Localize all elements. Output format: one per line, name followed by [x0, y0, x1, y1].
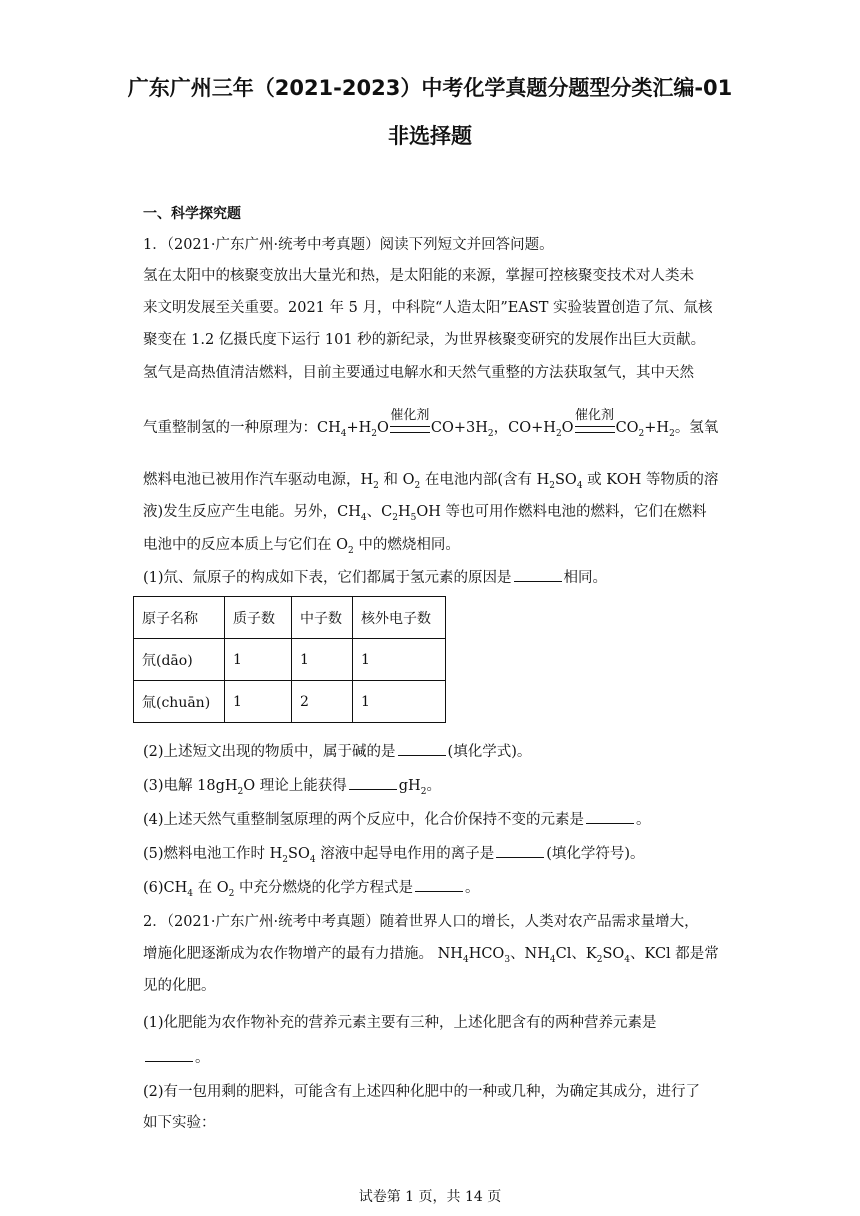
- passage-line: 聚变在 1.2 亿摄氏度下运行 101 秒的新纪录，为世界核聚变研究的发展作出巨大贡献。: [143, 332, 706, 348]
- eq2-right: CO: [615, 420, 639, 436]
- page-subtitle: 非选择题: [388, 124, 472, 148]
- passage-line: 见的化肥。: [143, 978, 216, 994]
- eq-separator: ，: [493, 420, 509, 436]
- table-row: [134, 681, 446, 723]
- table-cell: 2: [292, 681, 353, 723]
- catalyst-label: 催化剂: [575, 407, 615, 423]
- equation-prefix: 气重整制氢的一种原理为：: [143, 420, 317, 436]
- answer-blank[interactable]: [415, 877, 463, 892]
- answer-blank[interactable]: [145, 1047, 193, 1062]
- answer-blank[interactable]: [398, 741, 446, 756]
- passage-line: 燃料电池已被用作汽车驱动电源，$H_2$ 和 $O_2$ 在电池内部(含有 $H_2SO_4$ 或 KOH 等物质的溶: [143, 472, 719, 491]
- q2-sub-question-1: (1)化肥能为农作物补充的营养元素主要有三种，上述化肥含有的两种营养元素是: [143, 1015, 657, 1031]
- sub-question-1: (1)氘、氚原子的构成如下表，它们都属于氢元素的原因是 相同。: [143, 566, 723, 587]
- table-cell: 1: [353, 681, 446, 723]
- passage-line: 电池中的反应本质上与它们在 $O_2$ 中的燃烧相同。: [143, 537, 460, 556]
- table-header-cell: 核外电子数: [353, 597, 446, 639]
- table-header-cell: 原子名称: [134, 597, 225, 639]
- table-cell: 氚(chuān): [134, 681, 225, 723]
- passage-line: 液)发生反应产生电能。另外，$CH_4$、$C_2H_5OH$ 等也可用作燃料电池的燃料，它们在燃料: [143, 504, 707, 523]
- answer-blank[interactable]: [349, 775, 397, 790]
- passage-line: 增施化肥逐渐成为农作物增产的最有力措施。 $NH_4HCO_3$、$NH_4Cl$、$K_2SO_4$、KCl 都是常: [143, 946, 719, 965]
- atom-composition-table: [133, 596, 446, 723]
- answer-blank[interactable]: [514, 567, 562, 582]
- table-cell: 1: [225, 639, 292, 681]
- reaction-equations-line: 气重整制氢的一种原理为：$CH_4+H_2O$ 催化剂 $CO+3H_2$，$CO+H_2O$ 催化剂 $CO_2+H_2$。氢氧: [143, 416, 723, 439]
- catalyst-label: 催化剂: [390, 407, 430, 423]
- sub-question-6: $(6)CH_4$ 在 $O_2$ 中充分燃烧的化学方程式是 。: [143, 876, 723, 899]
- sub-question-2: (2)上述短文出现的物质中，属于碱的是 (填化学式)。: [143, 740, 723, 761]
- passage-line: 氢气是高热值清洁燃料，目前主要通过电解水和天然气重整的方法获取氢气，其中天然: [143, 365, 694, 381]
- answer-blank[interactable]: [586, 809, 634, 824]
- table-header-row: [134, 597, 446, 639]
- eq2-left: CO+H: [508, 420, 556, 436]
- eq1-right: CO+3H: [430, 420, 488, 436]
- sub-question-3: (3)电解 $18gH_2O$ 理论上能获得 $gH_2$。: [143, 774, 723, 797]
- eq2-tail: +H: [644, 420, 670, 436]
- q2-sub-question-2: (2)有一包用剩的肥料，可能含有上述四种化肥中的一种或几种，为确定其成分，进行了: [143, 1084, 701, 1100]
- table-cell: 1: [292, 639, 353, 681]
- table-row: [134, 639, 446, 681]
- table-cell: 1: [353, 639, 446, 681]
- passage-line: 来文明发展至关重要。2021 年 5 月，中科院“人造太阳”EAST 实验装置创造了氘、氚核: [143, 300, 713, 316]
- eq-suffix: 。氢氧: [674, 420, 719, 436]
- table-header-cell: 质子数: [225, 597, 292, 639]
- question-1-header: 1．（2021·广东广州·统考中考真题）阅读下列短文并回答问题。: [143, 237, 554, 253]
- table-cell: 1: [225, 681, 292, 723]
- catalyst-arrow: [575, 407, 615, 439]
- question-2-header: 2．（2021·广东广州·统考中考真题）随着世界人口的增长，人类对农产品需求量增大，: [143, 914, 699, 930]
- passage-line: 氢在太阳中的核聚变放出大量光和热，是太阳能的来源，掌握可控核聚变技术对人类未: [143, 268, 694, 284]
- eq1-left: CH: [317, 420, 341, 436]
- table-header-cell: 中子数: [292, 597, 353, 639]
- answer-blank[interactable]: [496, 843, 544, 858]
- section-heading: 一、科学探究题: [143, 206, 241, 222]
- q2-sub-question-1-answer: 。: [143, 1046, 723, 1067]
- table-cell: 氘(dāo): [134, 639, 225, 681]
- sub-question-5: (5)燃料电池工作时 $H_2SO_4$ 溶液中起导电作用的离子是 (填化学符号)。: [143, 842, 723, 865]
- catalyst-arrow: [390, 407, 430, 439]
- q2-sub-question-2-cont: 如下实验：: [143, 1115, 216, 1131]
- eq1-mid: +H: [346, 420, 372, 436]
- page-title: 广东广州三年（2021-2023）中考化学真题分题型分类汇编-01: [127, 76, 733, 100]
- sub-question-4: (4)上述天然气重整制氢原理的两个反应中，化合价保持不变的元素是 。: [143, 808, 723, 829]
- page-footer: 试卷第 1 页，共 14 页: [358, 1189, 502, 1205]
